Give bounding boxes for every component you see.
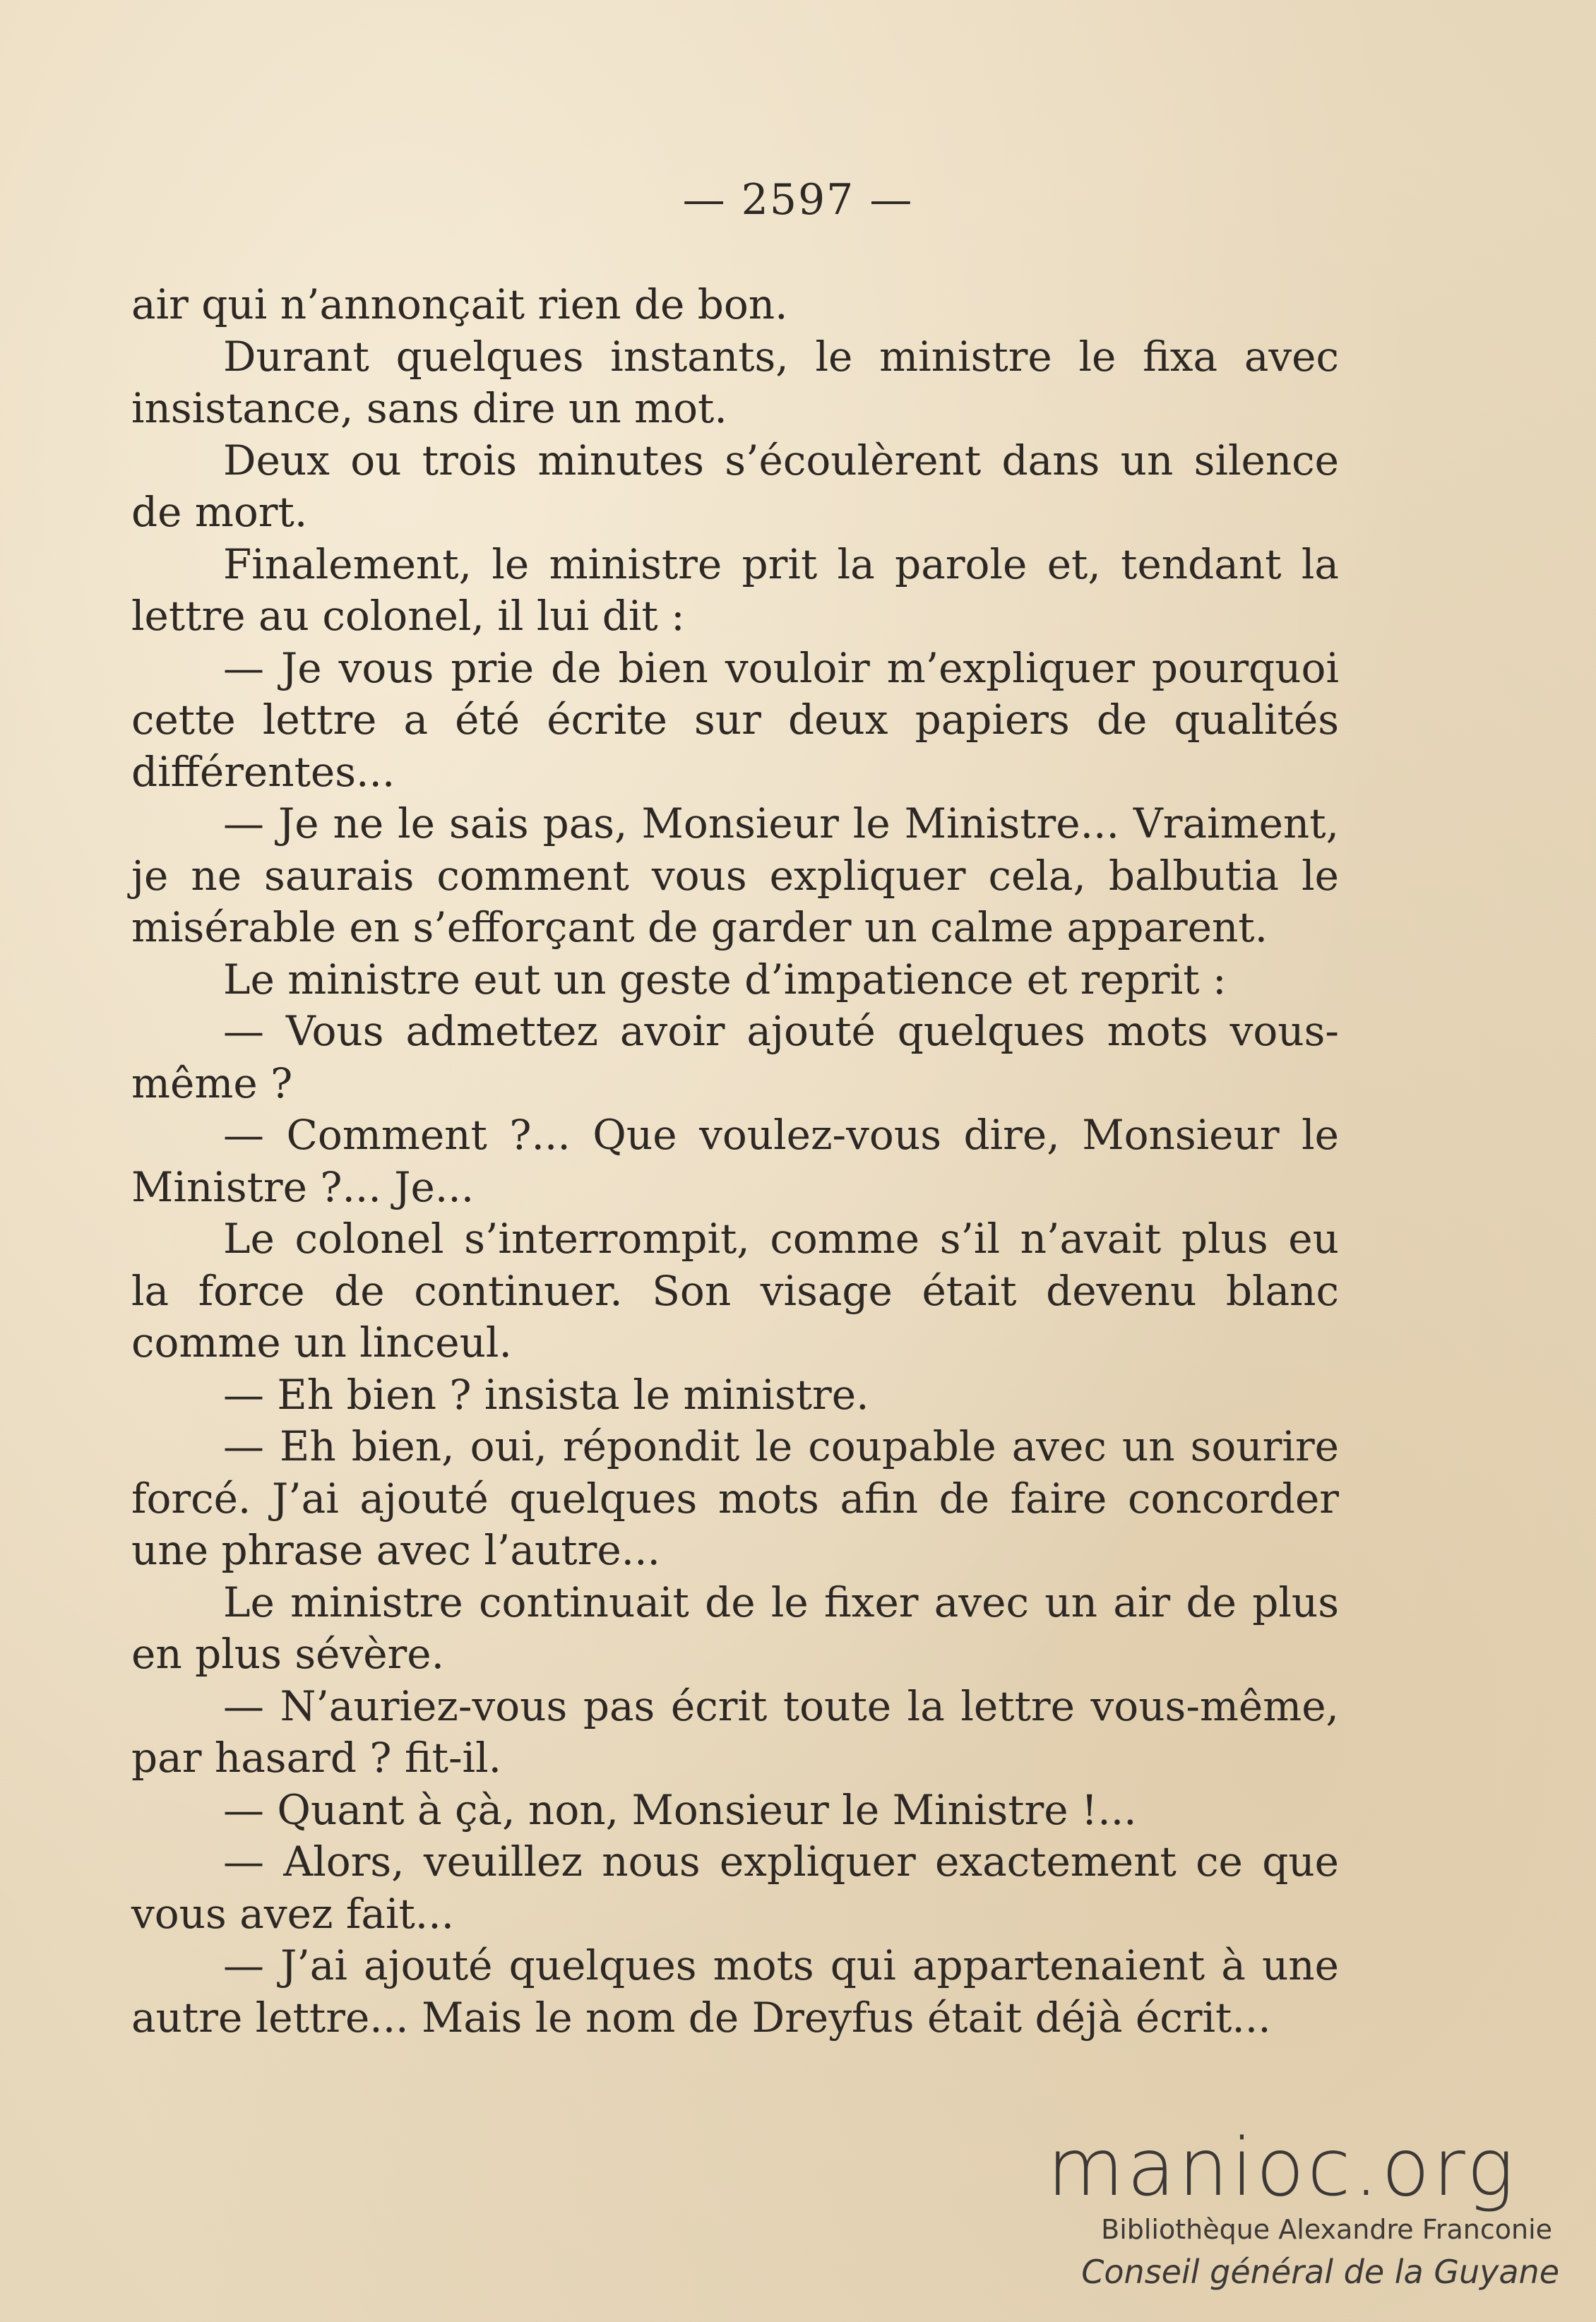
paragraph: — J’ai ajouté quelques mots qui appartenaient à une autre lettre... Mais le nom de Dreyfus était déjà écrit... — [131, 1941, 1339, 2042]
council-name: Conseil général de la Guyane — [1081, 2253, 1559, 2291]
paragraph: — Eh bien ? insista le ministre. — [223, 1370, 869, 1419]
text-body — [131, 279, 1339, 2044]
paragraph: Finalement, le ministre prit la parole et, tendant la lettre au colonel, il lui dit : — [131, 540, 1339, 640]
paragraph: — Quant à çà, non, Monsieur le Ministre !... — [223, 1785, 1137, 1834]
paragraph: — Eh bien, oui, répondit le coupable avec un sourire forcé. J’ai ajouté quelques mots afin de faire concorder une phrase avec l’autre... — [131, 1422, 1339, 1574]
paragraph: Durant quelques instants, le ministre le fixa avec insistance, sans dire un mot. — [131, 332, 1339, 432]
paragraph: Le colonel s’interrompit, comme s’il n’avait plus eu la force de continuer. Son visage était devenu blanc comme un linceul. — [131, 1215, 1339, 1367]
page-number: — 2597 — — [682, 175, 914, 225]
library-watermark — [1047, 2122, 1559, 2295]
paragraph: — Je ne le sais pas, Monsieur le Ministre... Vraiment, je ne saurais comment vous expliquer cela, balbutia le misérable en s’efforçant de garder un calme apparent. — [131, 799, 1339, 951]
manioc-logo: manioc.org — [1047, 2122, 1517, 2214]
paragraph: Le ministre eut un geste d’impatience et reprit : — [223, 955, 1227, 1004]
paragraph: — Comment ?... Que voulez-vous dire, Monsieur le Ministre ?... Je... — [131, 1111, 1339, 1211]
paragraph: — Alors, veuillez nous expliquer exactement ce que vous avez fait... — [131, 1838, 1339, 1938]
paragraph: Le ministre continuait de le fixer avec un air de plus en plus sévère. — [131, 1578, 1339, 1678]
paragraph: — Je vous prie de bien vouloir m’expliquer pourquoi cette lettre a été écrite sur deux papiers de qualités différentes... — [131, 643, 1339, 796]
paragraph: — N’auriez-vous pas écrit toute la lettre vous-même, par hasard ? fit-il. — [131, 1681, 1339, 1782]
paragraph: — Vous admettez avoir ajouté quelques mots vous-même ? — [131, 1007, 1339, 1107]
paragraph: air qui n’annonçait rien de bon. — [131, 280, 788, 328]
library-name: Bibliothèque Alexandre Franconie — [1101, 2214, 1552, 2245]
paragraph: Deux ou trois minutes s’écoulèrent dans un silence de mort. — [131, 436, 1339, 536]
